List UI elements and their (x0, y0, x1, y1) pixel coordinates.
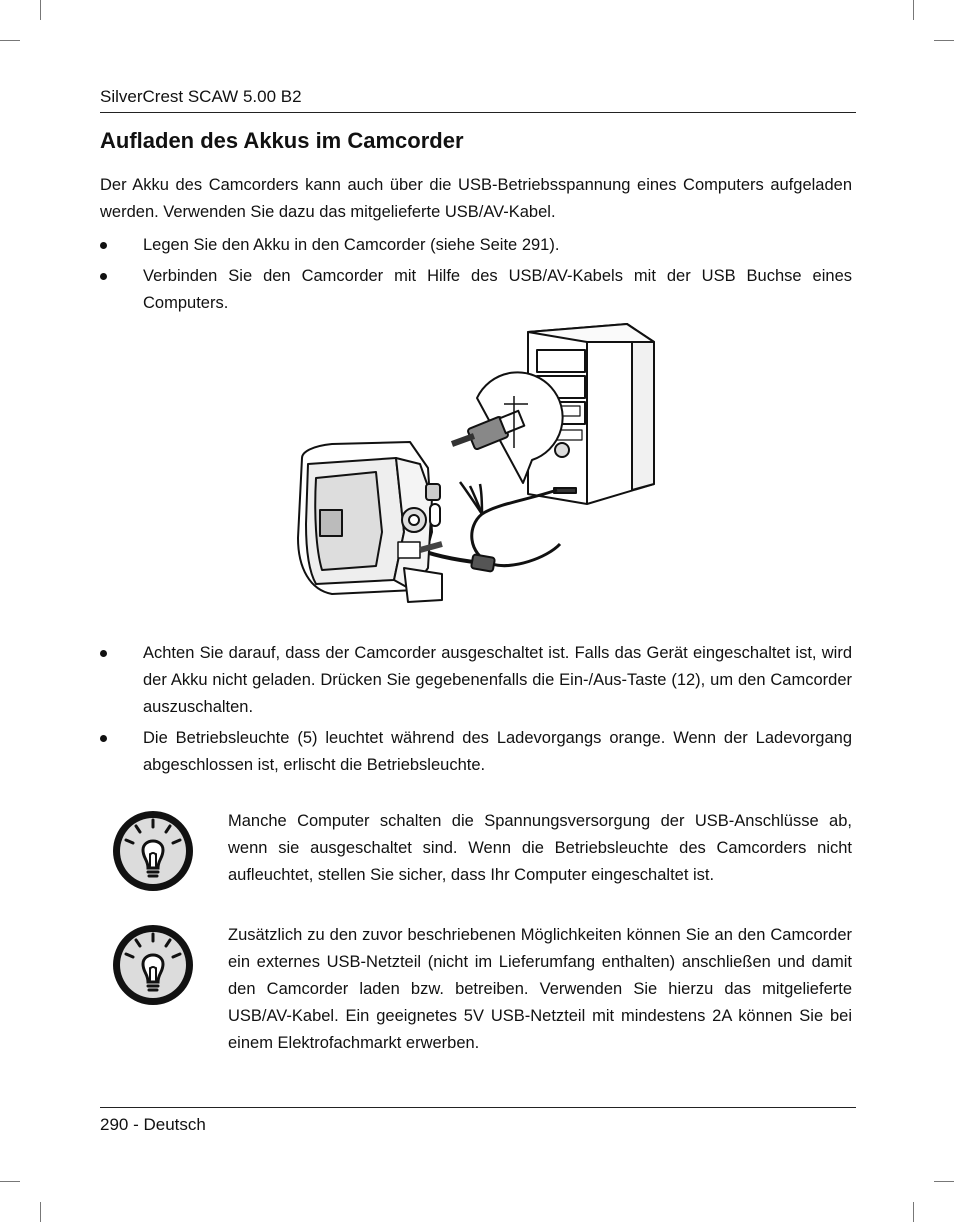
list-item (100, 232, 852, 259)
crop-mark (913, 0, 914, 20)
list-item (100, 725, 852, 779)
camcorder-usb-connection-illustration (292, 318, 662, 608)
list-item (100, 263, 852, 317)
page-footer (100, 1107, 856, 1136)
bullet-icon (100, 242, 107, 249)
step-text: Die Betriebsleuchte (5) leuchtet während des Ladevorgangs orange. Wenn der Ladevorgang abgeschlossen ist, erlischt die Betriebsleuchte. (143, 729, 852, 774)
crop-mark (0, 40, 20, 41)
intro-paragraph: Der Akku des Camcorders kann auch über die USB-Betriebsspannung eines Computers aufgeladen werden. Verwenden Sie dazu das mitgelieferte USB/AV-Kabel. (100, 176, 852, 221)
bullet-icon (100, 735, 107, 742)
crop-mark (934, 40, 954, 41)
lightbulb-icon (110, 808, 196, 894)
crop-mark (40, 0, 41, 20)
bullet-icon (100, 273, 107, 280)
camcorder-icon (298, 442, 442, 602)
list-item (100, 640, 852, 721)
page-number: 290 - Deutsch (100, 1115, 206, 1134)
step-text: Legen Sie den Akku in den Camcorder (siehe Seite 291). (143, 236, 560, 254)
crop-mark (0, 1181, 20, 1182)
running-header (100, 86, 856, 113)
step-text: Achten Sie darauf, dass der Camcorder ausgeschaltet ist. Falls das Gerät eingeschaltet ist, wird der Akku nicht geladen. Drücken Sie gegebenenfalls die Ein-/Aus-Taste (12), um den Camcorder auszuschalten. (143, 644, 852, 716)
tip-text: Zusätzlich zu den zuvor beschriebenen Möglichkeiten können Sie an den Camcorder ein externes USB-Netzteil (nicht im Lieferumfang enthalten) anschließen und damit den Camcorder laden bzw. betreiben. Verwenden Sie hierzu das mitgelieferte USB/AV-Kabel. Ein geeignetes 5V USB-Netzteil mit mindestens 2A können Sie bei einem Elektrofachmarkt erwerben. (228, 926, 852, 1052)
running-title: SilverCrest SCAW 5.00 B2 (100, 87, 302, 106)
steps-list-after-figure (100, 640, 852, 783)
steps-list-before-figure (100, 232, 852, 321)
crop-mark (913, 1202, 914, 1222)
bullet-icon (100, 650, 107, 657)
step-text: Verbinden Sie den Camcorder mit Hilfe des USB/AV-Kabels mit der USB Buchse eines Computers. (143, 267, 852, 312)
crop-mark (934, 1181, 954, 1182)
tip-text: Manche Computer schalten die Spannungsversorgung der USB-Anschlüsse ab, wenn sie ausgeschaltet sind. Wenn die Betriebsleuchte des Camcorders nicht aufleuchtet, stellen Sie sicher, dass Ihr Computer eingeschaltet ist. (228, 812, 852, 884)
crop-mark (40, 1202, 41, 1222)
lightbulb-icon (110, 922, 196, 1008)
section-title: Aufladen des Akkus im Camcorder (100, 128, 464, 153)
